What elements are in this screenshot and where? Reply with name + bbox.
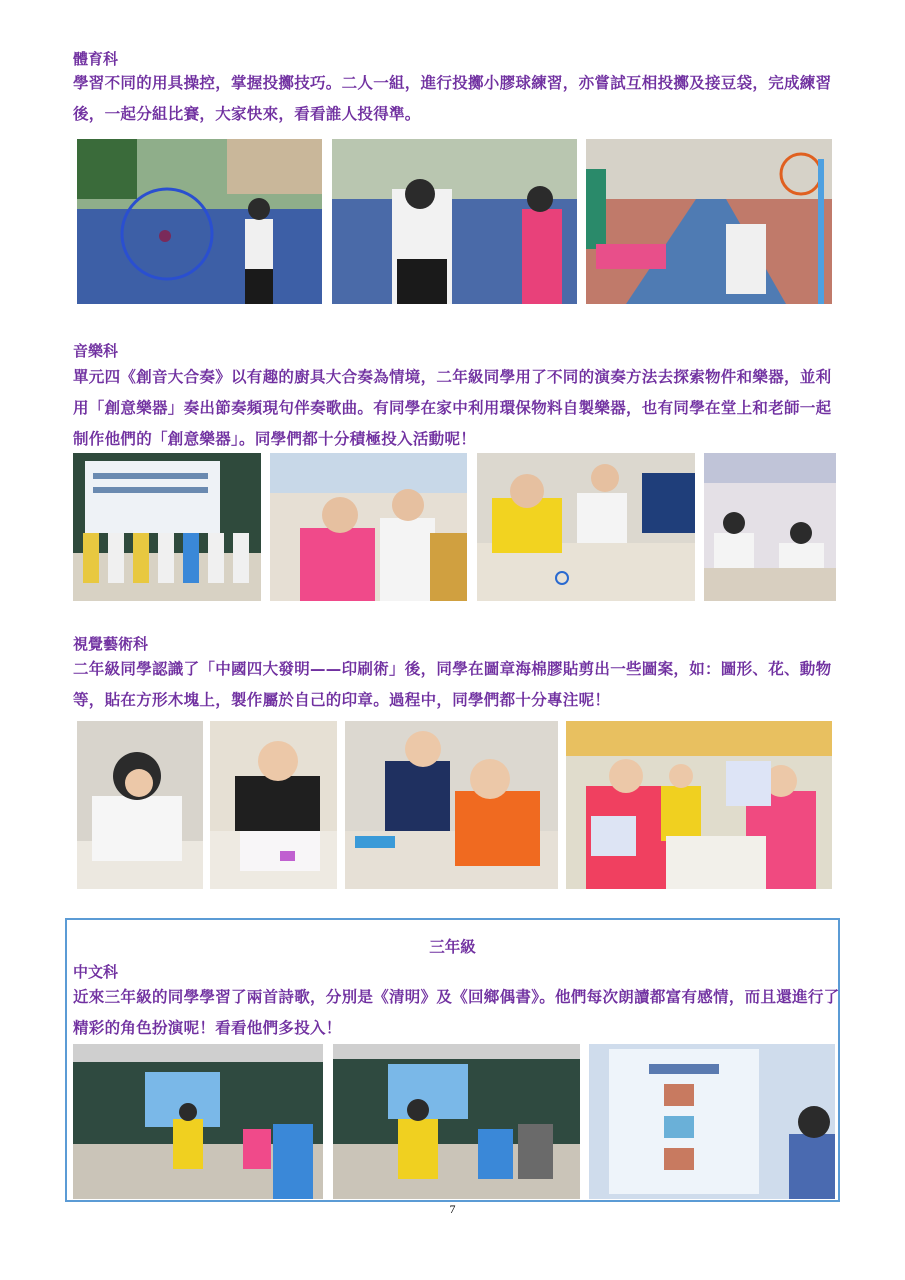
art-photo-show: [566, 721, 832, 889]
p3-chinese-text: 近來三年級的同學學習了兩首詩歌，分別是《清明》及《回鄉偶書》。他們每次朗讀都富有感情，而且還進行了精彩的角色扮演呢！看看他們多投入！: [73, 988, 840, 1037]
page-number: 7: [449, 1202, 456, 1216]
music-photo-students: [270, 453, 467, 601]
pe-text: 學習不同的用具操控，掌握投擲技巧。二人一組，進行投擲小膠球練習，亦嘗試互相投擲及接豆袋，完成練習後，一起分組比賽，大家快來，看看誰人投得準。: [73, 74, 832, 123]
music-heading: 音樂科: [73, 342, 119, 360]
art-text: 二年級同學認識了「中國四大發明——印刷術」後，同學在圖章海棉膠貼剪出一些圖案，如：圖形、花、動物等，貼在方形木塊上，製作屬於自己的印章。過程中，同學們都十分專注呢！: [73, 660, 832, 709]
pe-photo-throw: [332, 139, 577, 304]
p3-chinese-heading: 中文科: [73, 963, 119, 981]
art-photo-stamp: [210, 721, 337, 889]
pe-photo-hall: [586, 139, 832, 304]
p3-photo-roleplay-2: [333, 1044, 580, 1199]
p3-box-title: 三年級: [429, 938, 476, 956]
art-heading: 視覺藝術科: [73, 635, 149, 653]
art-photo-boys: [345, 721, 558, 889]
pe-heading: 體育科: [73, 50, 119, 68]
music-photo-board: [73, 453, 261, 601]
music-text: 單元四《創音大合奏》以有趣的廚具大合奏為情境，二年級同學用了不同的演奏方法去探索物件和樂器，並利用「創意樂器」奏出節奏頻現句伴奏歌曲。有同學在家中利用環保物料自製樂器，也有同學在堂上和老師一起制作他們的「創意樂器」。同學們都十分積極投入活動呢！: [73, 368, 832, 448]
art-photo-girl: [77, 721, 203, 889]
p3-photo-board: [589, 1044, 835, 1199]
pe-photo-hoop: [77, 139, 322, 304]
music-photo-classroom: [704, 453, 836, 601]
music-photo-craft: [477, 453, 695, 601]
p3-photo-roleplay-1: [73, 1044, 323, 1199]
